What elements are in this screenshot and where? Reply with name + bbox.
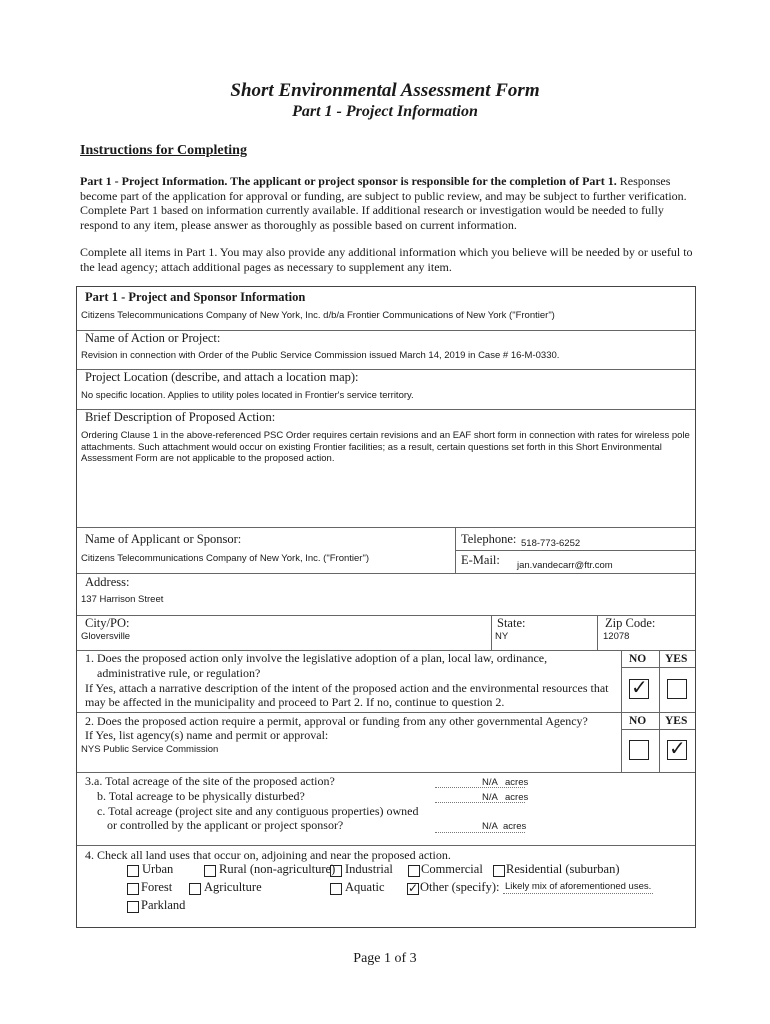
part1-form [76, 286, 696, 928]
check-mark-icon: ✓ [669, 736, 686, 760]
q4-text: 4. Check all land uses that occur on, adjoining and near the proposed action. [85, 848, 451, 862]
telephone-value[interactable]: 518-773-6252 [521, 538, 581, 549]
q2-no-label: NO [629, 715, 647, 727]
q2-yes-checkbox[interactable] [667, 736, 687, 760]
residential-label: Residential (suburban) [506, 862, 620, 876]
telephone-label: Telephone: [461, 532, 517, 546]
city-value[interactable]: Gloversville [81, 631, 131, 642]
check-mark-icon: ✓ [631, 675, 648, 699]
description-label: Brief Description of Proposed Action: [85, 410, 276, 424]
zip-value[interactable]: 12078 [603, 631, 630, 642]
industrial-checkbox[interactable] [330, 865, 342, 877]
q3b-value[interactable]: N/A [482, 792, 498, 803]
check-mark-icon: ✓ [408, 881, 419, 895]
rural-checkbox[interactable] [204, 865, 216, 877]
aquatic-checkbox[interactable] [330, 883, 342, 895]
q1-line1: 1. Does the proposed action only involve the legislative adoption of a plan, local law, ordinance, [85, 651, 548, 665]
commercial-label: Commercial [421, 862, 483, 876]
other-label: Other (specify): [420, 880, 500, 894]
q1-line3: If Yes, attach a narrative description of the intent of the proposed action and the environmental resources that [85, 681, 609, 695]
city-label: City/PO: [85, 616, 130, 630]
commercial-checkbox[interactable] [408, 865, 420, 877]
applicant-value[interactable]: Citizens Telecommunications Company of New York, Inc. ("Frontier") [81, 553, 369, 564]
urban-checkbox[interactable] [127, 865, 139, 877]
address-value[interactable]: 137 Harrison Street [81, 594, 164, 605]
q3c-label-line2: or controlled by the applicant or project sponsor? [107, 818, 344, 832]
instructions-paragraph-2: Complete all items in Part 1. You may also provide any additional information which you believe will be needed by or useful to the lead agency; attach additional pages as necessary to supplement any item. [80, 245, 693, 274]
action-name-label: Name of Action or Project: [85, 331, 221, 345]
description-value[interactable]: Ordering Clause 1 in the above-referenced PSC Order requires certain revisions and an EAF short form in connection with rates for wireless pole attachments. Such attachment would occur on existing Frontier facilities; as a result, certain questions set forth in this Short Environmental Assessment Form are not applicable to the proposed action. [81, 430, 690, 464]
address-label: Address: [85, 575, 130, 589]
q3a-label: 3.a. Total acreage of the site of the proposed action? [85, 774, 335, 788]
q3c-unit: acres [503, 821, 527, 832]
q2-line1: 2. Does the proposed action require a permit, approval or funding from any other governmental Agency? [85, 714, 588, 728]
q1-yes-label: YES [665, 653, 688, 665]
email-label: E-Mail: [461, 553, 500, 567]
instructions-lead: Part 1 - Project Information. The applicant or project sponsor is responsible for the completion of Part 1. [80, 174, 617, 188]
location-label: Project Location (describe, and attach a location map): [85, 370, 359, 384]
other-specify-value[interactable]: Likely mix of aforementioned uses. [505, 881, 652, 892]
q2-no-checkbox[interactable] [629, 740, 649, 760]
q2-agency-value[interactable]: NYS Public Service Commission [81, 744, 219, 755]
form-subtitle: Part 1 - Project Information [292, 103, 478, 120]
parkland-label: Parkland [141, 898, 186, 912]
location-value[interactable]: No specific location. Applies to utility poles located in Frontier's service territory. [81, 390, 414, 401]
other-checkbox[interactable] [407, 883, 419, 895]
agriculture-label: Agriculture [204, 880, 262, 894]
industrial-label: Industrial [345, 862, 393, 876]
state-value[interactable]: NY [495, 631, 509, 642]
residential-checkbox[interactable] [493, 865, 505, 877]
email-value[interactable]: jan.vandecarr@ftr.com [517, 560, 613, 571]
q3a-value[interactable]: N/A [482, 777, 498, 788]
q1-yes-checkbox[interactable] [667, 679, 687, 699]
q1-no-checkbox[interactable] [629, 675, 649, 699]
forest-label: Forest [141, 880, 173, 894]
urban-label: Urban [142, 862, 174, 876]
zip-label: Zip Code: [605, 616, 656, 630]
page-number: Page 1 of 3 [353, 951, 417, 966]
instructions-rest: Responses become part of the application for approval or funding, are subject to public review, and may be subject to further verification. Complete Part 1 based on information currently available. If additional research or investigation would be needed to fully respond to any item, please answer as thoroughly as possible based on current information. [80, 174, 687, 232]
parkland-checkbox[interactable] [127, 901, 139, 913]
q1-line4: may be affected in the municipality and proceed to Part 2. If no, continue to question 2. [85, 695, 505, 709]
form-title: Short Environmental Assessment Form [230, 80, 540, 101]
state-label: State: [497, 616, 526, 630]
sponsor-info-value: Citizens Telecommunications Company of New York, Inc. d/b/a Frontier Communications of New York ("Frontier") [81, 310, 555, 321]
action-name-value[interactable]: Revision in connection with Order of the Public Service Commission issued March 14, 2019 in Case # 16-M-0330. [81, 350, 560, 361]
part1-section-title: Part 1 - Project and Sponsor Information [85, 290, 306, 304]
aquatic-label: Aquatic [345, 880, 385, 894]
forest-checkbox[interactable] [127, 883, 139, 895]
q2-line2: If Yes, list agency(s) name and permit or approval: [85, 728, 329, 742]
q3c-value[interactable]: N/A [482, 821, 498, 832]
instructions-heading: Instructions for Completing [80, 143, 247, 158]
q1-no-label: NO [629, 653, 647, 665]
q3b-label: b. Total acreage to be physically disturbed? [97, 789, 305, 803]
rural-label: Rural (non-agriculture) [219, 862, 336, 876]
q3b-unit: acres [505, 792, 529, 803]
q3a-unit: acres [505, 777, 529, 788]
applicant-label: Name of Applicant or Sponsor: [85, 532, 242, 546]
q3c-label-line1: c. Total acreage (project site and any contiguous properties) owned [97, 804, 419, 818]
instructions-paragraph-1 [80, 174, 700, 232]
agriculture-checkbox[interactable] [189, 883, 201, 895]
q2-yes-label: YES [665, 715, 688, 727]
q1-line2: administrative rule, or regulation? [97, 666, 261, 680]
